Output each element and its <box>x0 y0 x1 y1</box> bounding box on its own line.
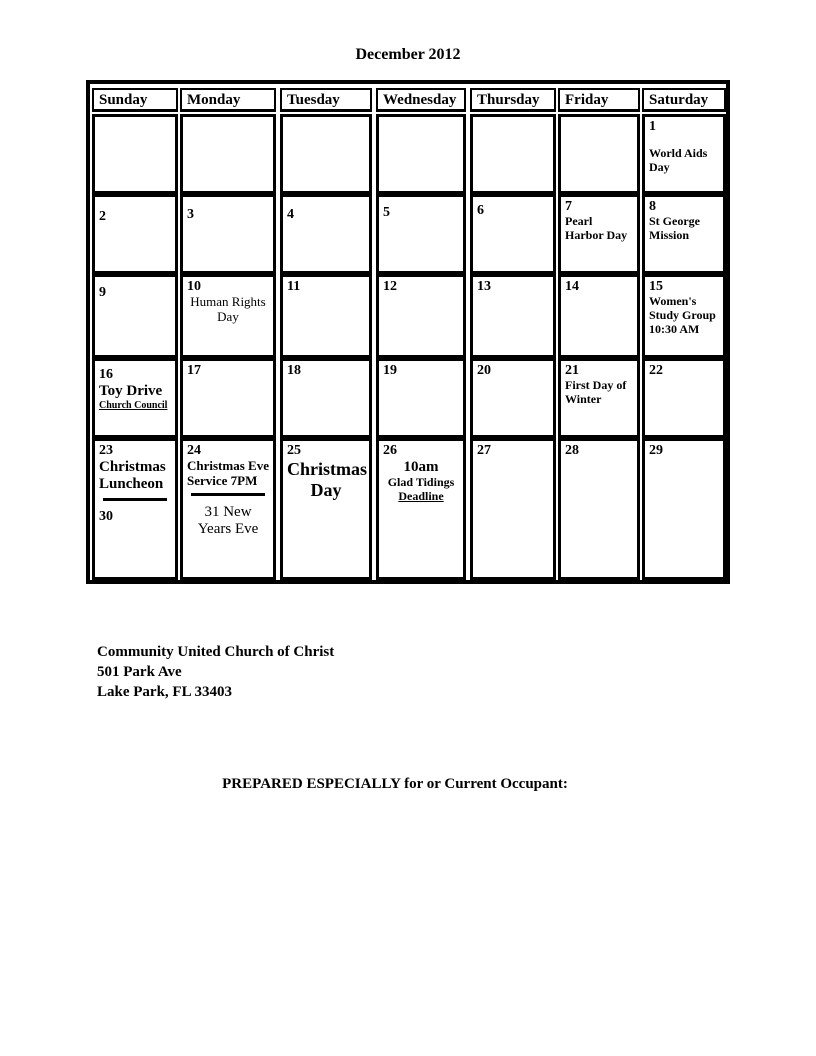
day-number: 14 <box>565 279 579 294</box>
day-number: 19 <box>383 363 397 378</box>
day-cell-28 <box>558 438 640 580</box>
day-number: 9 <box>99 285 106 300</box>
day-cell-13 <box>470 274 556 358</box>
day-cell-1 <box>642 114 726 194</box>
day-number: 12 <box>383 279 397 294</box>
day-cell-18 <box>280 358 372 438</box>
day-cell-10 <box>180 274 276 358</box>
day-number: 22 <box>649 363 663 378</box>
day-number: 8 <box>649 199 656 214</box>
day-cell-27 <box>470 438 556 580</box>
weekday-header-friday: Friday <box>558 88 640 112</box>
day-number: 28 <box>565 443 579 458</box>
event-glad-tidings: Glad Tidings <box>387 475 455 490</box>
weekday-header-sunday: Sunday <box>92 88 178 112</box>
event-church-council: Church Council <box>99 400 168 412</box>
weekday-header-thursday: Thursday <box>470 88 556 112</box>
day-cell-4 <box>280 194 372 274</box>
event-christmas-luncheon: Christmas Luncheon <box>99 459 166 493</box>
weekday-header-monday: Monday <box>180 88 276 112</box>
event-st-george-mission: St George Mission <box>649 214 700 242</box>
day-number: 16 <box>99 367 113 382</box>
weekday-header-saturday: Saturday <box>642 88 726 112</box>
day-number: 4 <box>287 207 294 222</box>
day-cell-8 <box>642 194 726 274</box>
day-number: 18 <box>287 363 301 378</box>
day-number: 3 <box>187 207 194 222</box>
day-cell-23-30 <box>92 438 178 580</box>
weekday-header-tuesday: Tuesday <box>280 88 372 112</box>
day-number: 26 <box>383 443 397 458</box>
day-cell-11 <box>280 274 372 358</box>
day-number: 29 <box>649 443 663 458</box>
calendar-title: December 2012 <box>355 46 461 63</box>
day-cell-12 <box>376 274 466 358</box>
day-cell-empty <box>92 114 178 194</box>
day-cell-empty <box>470 114 556 194</box>
day-cell-empty <box>180 114 276 194</box>
day-cell-21 <box>558 358 640 438</box>
prepared-for-line: PREPARED ESPECIALLY for or Current Occupant: <box>222 776 568 792</box>
day-divider <box>191 493 265 496</box>
day-cell-7 <box>558 194 640 274</box>
day-cell-9 <box>92 274 178 358</box>
church-address <box>97 642 334 702</box>
event-deadline: Deadline <box>398 489 444 504</box>
day-cell-empty <box>558 114 640 194</box>
event-toy-drive: Toy Drive <box>99 383 163 400</box>
day-number: 30 <box>99 508 113 524</box>
day-cell-26 <box>376 438 466 580</box>
day-number: 5 <box>383 205 390 220</box>
day-cell-14 <box>558 274 640 358</box>
address-line-3: Lake Park, FL 33403 <box>97 684 233 700</box>
day-number: 15 <box>649 279 663 294</box>
day-divider <box>103 498 167 501</box>
calendar-grid <box>86 80 730 584</box>
day-number: 20 <box>477 363 491 378</box>
day-cell-15 <box>642 274 726 358</box>
address-line-1: Community United Church of Christ <box>97 644 335 660</box>
event-time-10am: 10am <box>403 459 439 476</box>
day-cell-29 <box>642 438 726 580</box>
day-number: 25 <box>287 443 301 458</box>
event-new-years-eve: 31 New Years Eve <box>197 503 259 538</box>
day-cell-empty <box>280 114 372 194</box>
event-first-day-of-winter: First Day of Winter <box>565 378 627 406</box>
event-pearl-harbor-day: Pearl Harbor Day <box>565 214 628 242</box>
day-number: 24 <box>187 443 201 458</box>
day-cell-19 <box>376 358 466 438</box>
day-cell-24-31 <box>180 438 276 580</box>
day-cell-25 <box>280 438 372 580</box>
day-number: 10 <box>187 279 201 294</box>
day-cell-empty <box>376 114 466 194</box>
day-cell-16 <box>92 358 178 438</box>
event-womens-study-group: Women's Study Group 10:30 AM <box>649 294 716 336</box>
event-christmas-eve-service: Christmas Eve Service 7PM <box>187 458 269 489</box>
day-cell-22 <box>642 358 726 438</box>
day-number: 6 <box>477 203 484 218</box>
address-line-2: 501 Park Ave <box>97 664 182 680</box>
day-number: 13 <box>477 279 491 294</box>
event-world-aids-day: World Aids Day <box>649 146 708 174</box>
day-cell-20 <box>470 358 556 438</box>
event-christmas-day: Christmas Day <box>287 459 367 500</box>
day-number: 7 <box>565 199 572 214</box>
day-number: 21 <box>565 363 579 378</box>
day-number: 1 <box>649 119 656 134</box>
day-cell-3 <box>180 194 276 274</box>
day-number: 17 <box>187 363 201 378</box>
day-number: 11 <box>287 279 301 294</box>
event-human-rights-day: Human Rights Day <box>190 294 266 325</box>
day-cell-6 <box>470 194 556 274</box>
day-cell-2 <box>92 194 178 274</box>
day-number: 27 <box>477 443 491 458</box>
day-number: 2 <box>99 209 106 224</box>
weekday-header-wednesday: Wednesday <box>376 88 466 112</box>
day-cell-17 <box>180 358 276 438</box>
day-number: 23 <box>99 443 113 458</box>
day-cell-5 <box>376 194 466 274</box>
